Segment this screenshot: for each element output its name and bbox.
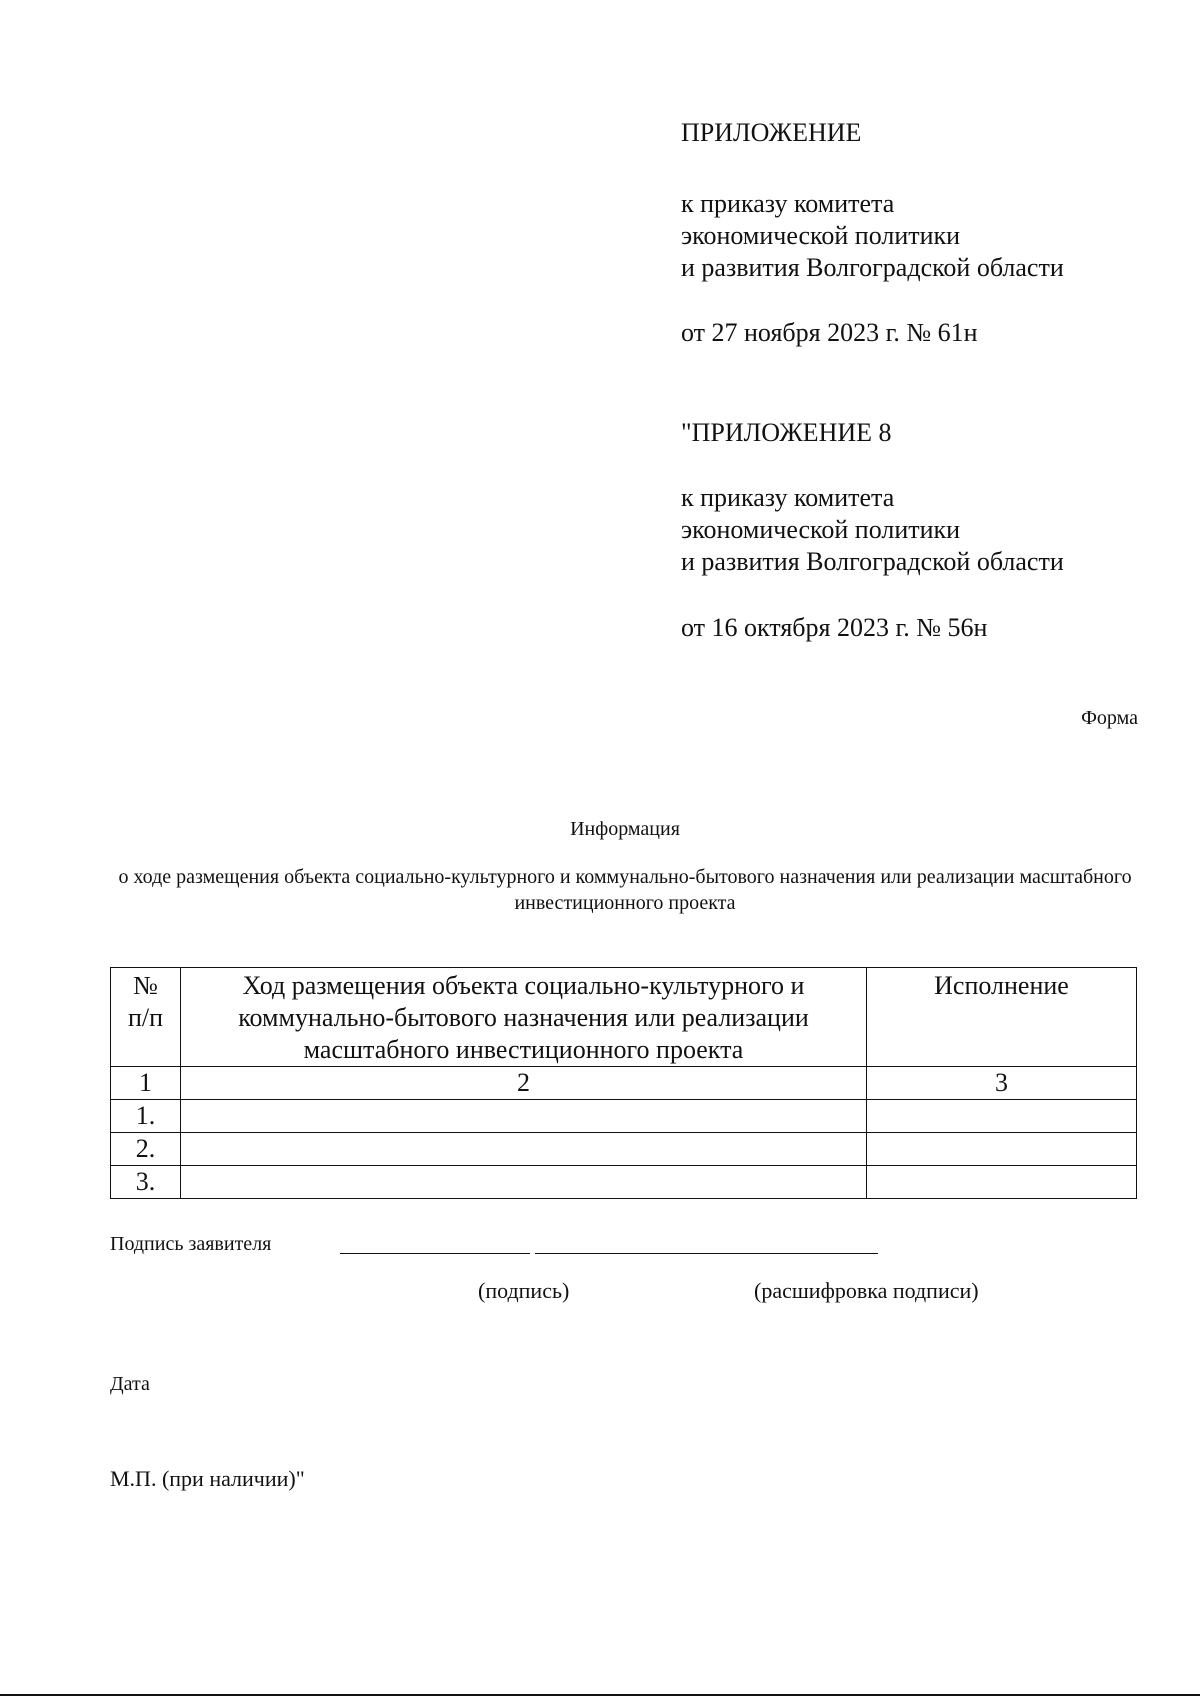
row-execution-cell[interactable] bbox=[867, 1166, 1137, 1199]
signature-decoding-caption: (расшифровка подписи) bbox=[754, 1278, 979, 1303]
table-column-numbers-row bbox=[111, 1067, 1137, 1100]
row-execution-cell[interactable] bbox=[867, 1133, 1137, 1166]
appendix8-line: и развития Волгоградской области bbox=[681, 547, 1064, 576]
column-number-cell: 2 bbox=[181, 1067, 867, 1100]
column-number-cell: 3 bbox=[867, 1067, 1137, 1100]
document-title: Информация bbox=[570, 818, 680, 840]
row-progress-cell[interactable] bbox=[181, 1133, 867, 1166]
signature-line[interactable] bbox=[340, 1253, 530, 1254]
table-header-row bbox=[111, 968, 1137, 1067]
header-execution: Исполнение bbox=[867, 968, 1137, 1067]
header-number: № п/п bbox=[111, 968, 181, 1067]
appendix-line: и развития Волгоградской области bbox=[681, 253, 1064, 282]
signature-decoding-line[interactable] bbox=[535, 1253, 878, 1254]
appendix8-order-reference bbox=[681, 482, 1064, 578]
appendix8-date: от 16 октября 2023 г. № 56н bbox=[681, 613, 988, 642]
table-row bbox=[111, 1166, 1137, 1199]
appendix-order-reference bbox=[681, 188, 1064, 284]
appendix8-line: к приказу комитета bbox=[681, 483, 895, 512]
appendix-line: экономической политики bbox=[681, 221, 961, 250]
table-row bbox=[111, 1133, 1137, 1166]
row-number-cell: 1. bbox=[111, 1100, 181, 1133]
progress-table bbox=[110, 967, 1137, 1199]
signature-caption: (подпись) bbox=[478, 1278, 570, 1303]
appendix-line: к приказу комитета bbox=[681, 189, 895, 218]
column-number-cell: 1 bbox=[111, 1067, 181, 1100]
bottom-edge-line bbox=[0, 1694, 1200, 1696]
row-number-cell: 3. bbox=[111, 1166, 181, 1199]
row-progress-cell[interactable] bbox=[181, 1100, 867, 1133]
document-subtitle: о ходе размещения объекта социально-культурного и коммунально-бытового назначения или реализации масштабного инвестиционного проекта bbox=[118, 866, 1132, 914]
date-label: Дата bbox=[110, 1373, 150, 1395]
row-number-cell: 2. bbox=[111, 1133, 181, 1166]
appendix-title: ПРИЛОЖЕНИЕ bbox=[681, 118, 862, 147]
appendix-date: от 27 ноября 2023 г. № 61н bbox=[681, 318, 978, 347]
signature-label: Подпись заявителя bbox=[110, 1233, 272, 1255]
header-progress: Ход размещения объекта социально-культурного и коммунально-бытового назначения или реализации масштабного инвестиционного проекта bbox=[181, 968, 867, 1067]
appendix8-title: "ПРИЛОЖЕНИЕ 8 bbox=[681, 418, 892, 447]
row-execution-cell[interactable] bbox=[867, 1100, 1137, 1133]
row-progress-cell[interactable] bbox=[181, 1166, 867, 1199]
table-row bbox=[111, 1100, 1137, 1133]
form-label: Форма bbox=[1081, 707, 1138, 729]
appendix8-line: экономической политики bbox=[681, 515, 961, 544]
seal-label: М.П. (при наличии)" bbox=[110, 1466, 305, 1491]
